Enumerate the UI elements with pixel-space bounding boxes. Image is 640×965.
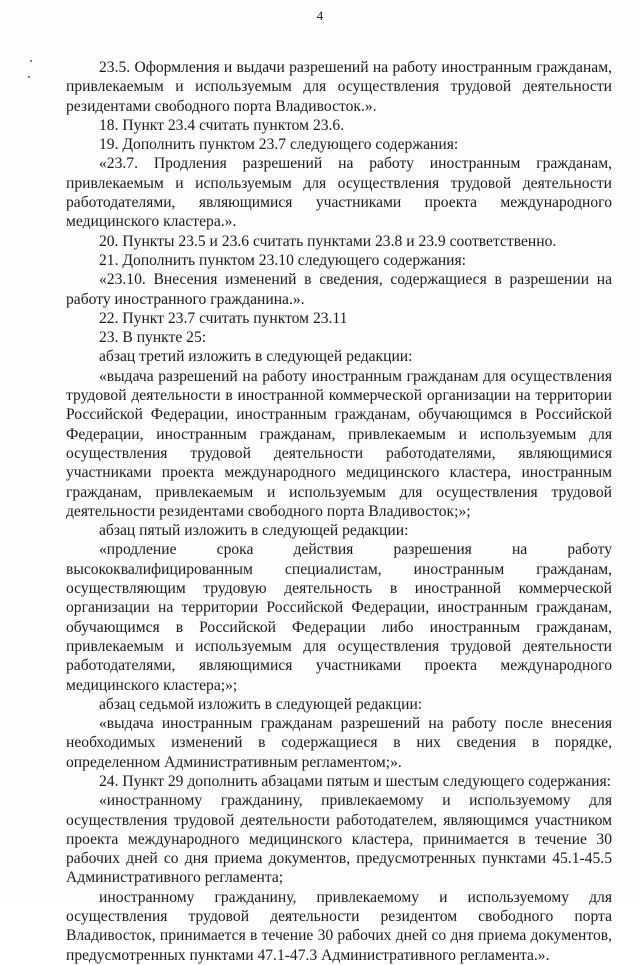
paragraph: «выдача иностранным гражданам разрешений на работу после внесения необходимых изменений в содержащиеся в них сведения в порядке, определенном Административным регламентом;». xyxy=(66,715,612,771)
paragraph: абзац третий изложить в следующей редакции: xyxy=(99,348,413,366)
paragraph: 21. Дополнить пунктом 23.10 следующего содержания: xyxy=(99,251,467,269)
paragraph: 23. В пункте 25: xyxy=(99,329,207,347)
paragraph: 22. Пункт 23.7 считать пунктом 23.11 xyxy=(99,309,348,327)
paragraph: 24. Пункт 29 дополнить абзацами пятым и шестым следующего содержания: xyxy=(99,772,612,790)
paragraph: «выдача разрешений на работу иностранным гражданам для осуществления трудовой деятельности в иностранной коммерческой организации на территории Российской Федерации, иностранным гражданам, обучающимся в Российской Федерации, иностранным гражданам, привлекаемым и используемым для осуществления трудовой деятельности работодателями, являющимися участниками проекта международного медицинского кластера, иностранным гражданам, привлекаемым и используемым для осуществления трудовой деятельности резидентами свободного порта Владивосток;»; xyxy=(66,367,612,520)
paragraph: «иностранному гражданину, привлекаемому и используемому для осуществления трудовой деятельности работодателем, являющимся участником проекта международного медицинского кластера, принимается в течение 30 рабочих дней со дня приема документов, предусмотренных пунктами 45.1-45.5 Административного регламента; xyxy=(66,792,612,887)
paragraph: 18. Пункт 23.4 считать пунктом 23.6. xyxy=(99,116,345,134)
paragraph: 19. Дополнить пунктом 23.7 следующего содержания: xyxy=(99,136,459,154)
paragraph: абзац седьмой изложить в следующей редакции: xyxy=(99,695,423,713)
paragraph: «23.7. Продления разрешений на работу иностранным гражданам, привлекаемым и используемым для осуществления трудовой деятельности работодателями, являющимися участниками проекта международного медицинского кластера.». xyxy=(66,155,612,231)
paragraph: иностранному гражданину, привлекаемому и используемому для осуществления трудовой деятельности резидентом свободного порта Владивосток, принимается в течение 30 рабочих дней со дня приема документов, предусмотренных пунктами 47.1-47.3 Административного регламента.». xyxy=(66,888,612,964)
paragraph: 23.5. Оформления и выдачи разрешений на работу иностранным гражданам, привлекаемым и используемым для осуществления трудовой деятельности резидентами свободного порта Владивосток.». xyxy=(66,59,612,115)
paragraph: абзац пятый изложить в следующей редакции: xyxy=(99,522,409,540)
scan-speck xyxy=(30,60,32,62)
scan-speck xyxy=(28,76,30,78)
page-number: 4 xyxy=(316,8,324,23)
paragraph: «продление срока действия разрешения на работу высококвалифицированным специалистам, иностранным гражданам, осуществляющим трудовую деятельность в иностранной коммерческой организации на территории Российской Федерации, иностранным гражданам, обучающимся в Российской Федерации либо иностранным гражданам, привлекаемым и используемым для осуществления трудовой деятельности работодателями, являющимися участниками проекта международного медицинского кластера;»; xyxy=(66,541,612,694)
document-body xyxy=(66,58,612,965)
paragraph: 20. Пункты 23.5 и 23.6 считать пунктами 23.8 и 23.9 соответственно. xyxy=(99,232,557,250)
paragraph: «23.10. Внесения изменений в сведения, содержащиеся в разрешении на работу иностранного гражданина.». xyxy=(66,271,612,308)
